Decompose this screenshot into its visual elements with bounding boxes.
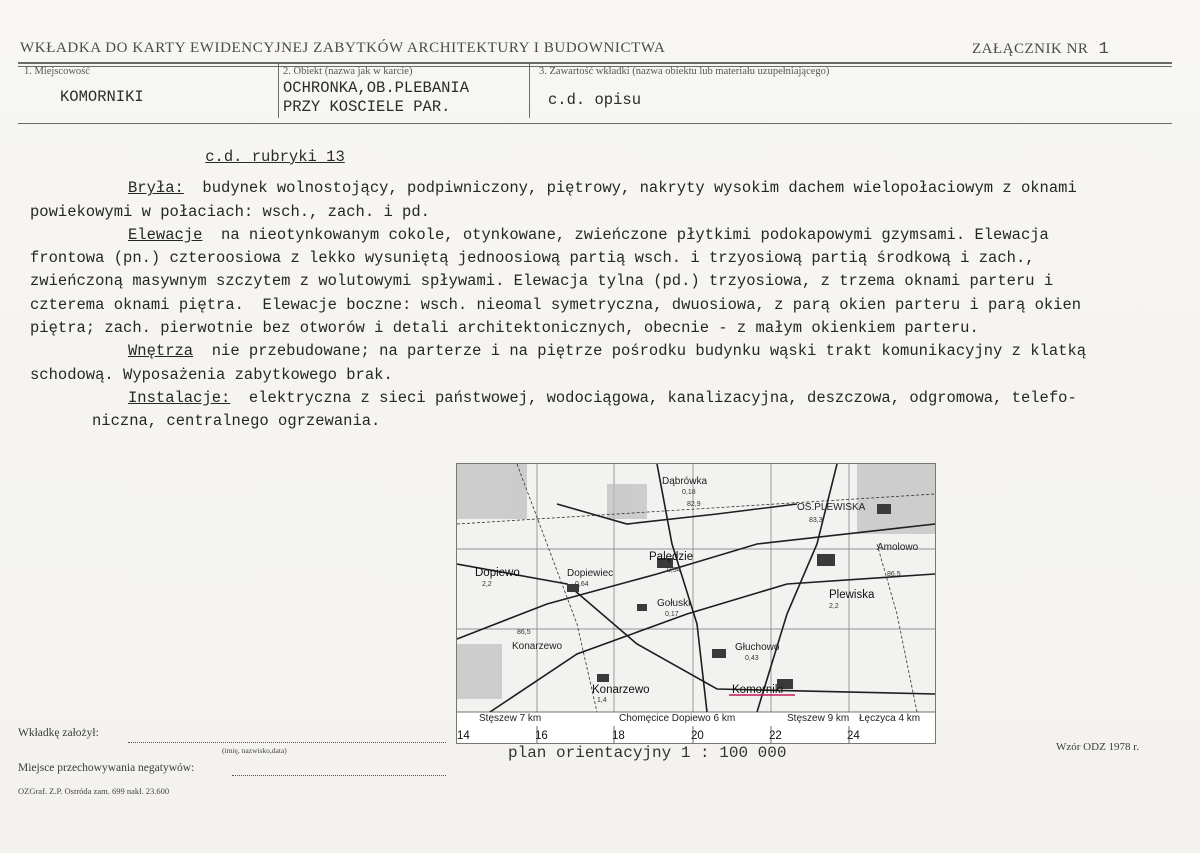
field-divider	[278, 64, 279, 118]
negatives-field[interactable]	[232, 775, 446, 776]
map-drawing	[457, 464, 935, 743]
elewacje-label: Elewacje	[128, 225, 203, 244]
svg-text:83,3: 83,3	[809, 517, 823, 524]
map-grid-number: 20	[691, 730, 704, 742]
svg-text:0,17: 0,17	[665, 611, 679, 618]
text-line	[30, 224, 1170, 247]
map-town: Amolowo	[877, 542, 919, 553]
text-line	[30, 410, 1170, 433]
map-town: Dopiewiec	[567, 568, 614, 579]
map-town: Dąbrówka	[662, 476, 708, 487]
text-line: schodową. Wyposażenia zabytkowego brak.	[30, 365, 393, 384]
annex-number: 1	[1098, 40, 1110, 59]
template-id: Wzór ODZ 1978 r.	[1056, 741, 1140, 753]
svg-text:0,43: 0,43	[745, 655, 759, 662]
instalacje-label: Instalacje:	[128, 388, 231, 407]
svg-text:86,5: 86,5	[887, 571, 901, 578]
object-value-line1: OCHRONKA,OB.PLEBANIA	[283, 79, 470, 97]
text-line	[30, 177, 1170, 200]
elewacje-text: na nieotynkowanym cokole, otynkowane, zwieńczone płytkimi podokapowymi gzymsami. Elewacja	[202, 225, 1049, 244]
svg-text:1,4: 1,4	[597, 697, 607, 704]
map-grid-number: 16	[535, 730, 548, 742]
locality-label: 1. Miejscowość	[24, 66, 90, 77]
object-value-line2: PRZY KOSCIELE PAR.	[283, 98, 451, 116]
map-road-label: Stęszew 7 km	[479, 713, 542, 724]
content-value: c.d. opisu	[548, 91, 642, 109]
author-field[interactable]	[128, 742, 446, 743]
text-line: piętra; zach. pierwotnie bez otworów i detali architektonicznych, obecnie - z małym okienkiem parteru.	[30, 319, 979, 338]
section-heading-text: c.d. rubryki 13	[205, 148, 345, 166]
bryla-text: budynek wolnostojący, podpiwniczony, piętrowy, nakryty wysokim dachem wielopołaciowym z oknami	[183, 179, 1077, 198]
map-caption: plan orientacyjny 1 : 100 000	[508, 744, 787, 762]
map-town: OS.PLEWISKA	[797, 502, 866, 513]
negatives-label: Miejsce przechowywania negatywów:	[18, 762, 195, 774]
svg-text:0,54: 0,54	[667, 567, 681, 574]
description-block	[30, 154, 1170, 480]
svg-text:86,5: 86,5	[517, 629, 531, 636]
map-grid-number: 24	[847, 730, 860, 742]
map-town: Konarzewo	[592, 684, 650, 696]
text-line	[30, 387, 1170, 410]
text-line: frontowa (pn.) czteroosiowa z lekko wysuniętą jednoosiową partią wsch. i trzyosiową partią środkową i zach.,	[30, 249, 1035, 268]
instalacje-text: elektryczna z sieci państwowej, wodociągowa, kanalizacyjna, deszczowa, odgromowa, telefo-	[230, 388, 1077, 407]
object-label: 2. Obiekt (nazwa jak w karcie)	[283, 66, 413, 77]
wnetrza-label: Wnętrza	[128, 342, 194, 361]
text-line	[30, 340, 1170, 363]
svg-text:0,18: 0,18	[682, 489, 696, 496]
locality-value: KOMORNIKI	[60, 88, 144, 106]
content-label: 3. Zawartość wkładki (nazwa obiektu lub materiału uzupełniającego)	[539, 66, 830, 77]
fields-rule	[18, 123, 1172, 124]
header-rule	[18, 62, 1172, 64]
map-road-label: Chomęcice Dopiewo 6 km	[619, 713, 736, 724]
orientation-map	[456, 463, 936, 744]
svg-text:2,2: 2,2	[829, 603, 839, 610]
map-grid-number: 22	[769, 730, 782, 742]
map-town: Dopiewo	[475, 567, 520, 579]
map-town-komorniki: Komorniki	[732, 684, 784, 696]
text-line: powiekowymi w połaciach: wsch., zach. i pd.	[30, 202, 430, 221]
author-hint: (imię, nazwisko,data)	[222, 746, 287, 755]
svg-text:82,9: 82,9	[687, 501, 701, 508]
map-town: Konarzewo	[512, 641, 563, 652]
text-line: zwieńczoną masywnym szczytem z wolutowymi spływami. Elewacja tylna (pd.) trzyosiowa, z trzema oknami parteru i	[30, 272, 1054, 291]
annex-label-text: ZAŁĄCZNIK NR	[972, 41, 1089, 57]
card-title: WKŁADKA DO KARTY EWIDENCYJNEJ ZABYTKÓW ARCHITEKTURY I BUDOWNICTWA	[20, 40, 666, 56]
map-town: Palędzie	[649, 551, 694, 563]
svg-text:2,2: 2,2	[482, 581, 492, 588]
annex-label	[972, 40, 1109, 59]
bryla-label: Bryła:	[128, 179, 184, 198]
map-town: Gołuski	[657, 598, 691, 609]
map-road-label: Stęszew 9 km	[787, 713, 850, 724]
field-divider	[529, 64, 530, 118]
svg-text:0,64: 0,64	[575, 581, 589, 588]
text-line: czterema oknami piętra. Elewacje boczne: wsch. nieomal symetryczna, dwuosiowa, z parą okien parteru i parą okien	[30, 295, 1082, 314]
map-grid-number: 14	[457, 730, 470, 742]
map-town: Głuchowo	[735, 642, 780, 653]
instalacje-text-2: niczna, centralnego ogrzewania.	[92, 412, 381, 431]
printer-info: OZGraf. Z.P. Ostróda zam. 699 nakł. 23.600	[18, 786, 170, 796]
author-label: Wkładkę założył:	[18, 727, 99, 739]
map-road-label: Łęczyca 4 km	[859, 713, 921, 724]
wnetrza-text: nie przebudowane; na parterze i na piętrze pośrodku budynku wąski trakt komunikacyjny z klatką	[193, 342, 1087, 361]
map-town: Plewiska	[829, 589, 875, 601]
map-grid-number: 18	[612, 730, 625, 742]
